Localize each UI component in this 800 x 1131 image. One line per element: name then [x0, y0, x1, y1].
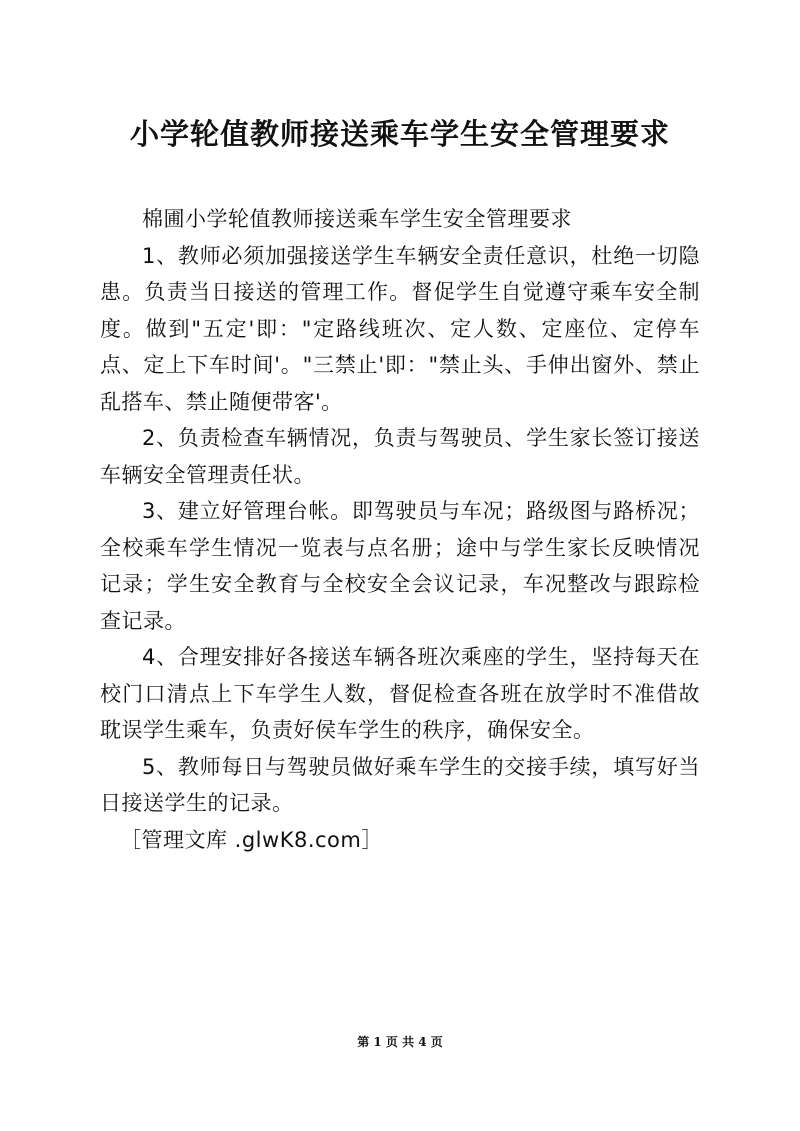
document-body	[100, 201, 700, 858]
document-title: 小学轮值教师接送乘车学生安全管理要求	[129, 117, 670, 151]
paragraph-4: 4、合理安排好各接送车辆各班次乘座的学生，坚持每天在校门口清点上下车学生人数，督促检查各班在放学时不准借故耽误学生乘车，负责好侯车学生的秩序，确保安全。	[100, 645, 700, 742]
paragraph-1: 1、教师必须加强接送学生车辆安全责任意识，杜绝一切隐患。负责当日接送的管理工作。督促学生自觉遵守乘车安全制度。做到"五定'即："定路线班次、定人数、定座位、定停车点、定上下车时间'。"三禁止'即："禁止头、手伸出窗外、禁止乱搭车、禁止随便带客'。	[100, 243, 700, 414]
paragraph-2: 2、负责检查车辆情况，负责与驾驶员、学生家长签订接送车辆安全管理责任状。	[100, 426, 700, 487]
paragraph-3: 3、建立好管理台帐。即驾驶员与车况；路级图与路桥况；全校乘车学生情况一览表与点名册；途中与学生家长反映情况记录；学生安全教育与全校安全会议记录，车况整改与跟踪检查记录。	[100, 499, 700, 633]
source-note: ［管理文库 .glwK8.com］	[120, 827, 383, 852]
page-number-footer: 第 1 页 共 4 页	[357, 1035, 443, 1049]
document-subtitle: 棉圃小学轮值教师接送乘车学生安全管理要求	[142, 207, 572, 231]
paragraph-5: 5、教师每日与驾驶员做好乘车学生的交接手续，填写好当日接送学生的记录。	[100, 754, 700, 815]
